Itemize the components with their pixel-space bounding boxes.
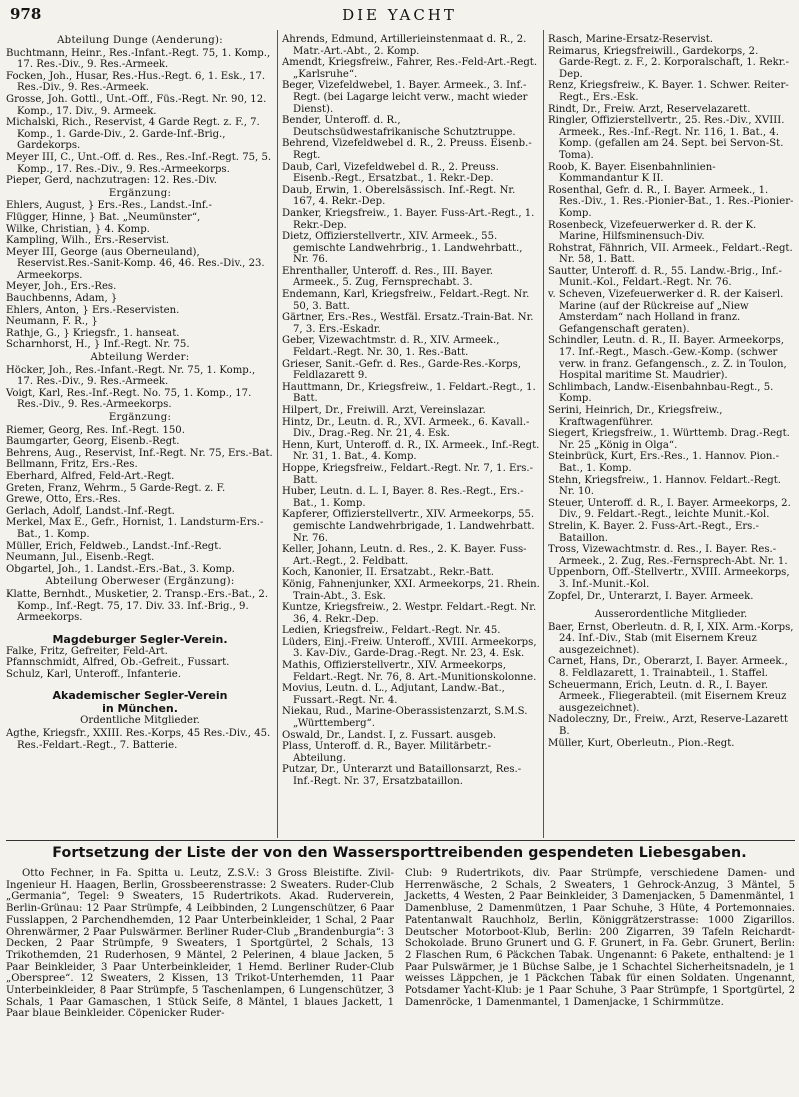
list-entry: Bender, Unteroff. d. R., Deutschsüdwestafrikanische Schutztruppe. [282,115,516,138]
entry-list [548,34,794,602]
list-entry: Ehlers, August, } Ers.-Res., Landst.-Inf.- [6,200,212,212]
list-entry: Buchtmann, Heinr., Res.-Infant.-Regt. 75, 1. Komp., 17. Res.-Div., 9. Res.-Armeek. [6,47,271,71]
list-entry: v. Scheven, Vizefeuerwerker d. R. der Kaiserl. Marine (auf der Rückreise auf „Niew Amsterdam“ nach Holland in franz. Gefangenschaft geraten). [548,289,784,335]
list-entry: Carnet, Hans, Dr., Oberarzt, I. Bayer. Armeek., 8. Feldlazarett, 1. Trainabteil., 1. Staffel. [548,656,788,680]
list-entry: Kampling, Wilh., Ers.-Reservist. [6,235,170,247]
list-entry: Koch, Kanonier, II. Ersatzabt., Rekr.-Batt. [282,567,494,579]
section-heading: Abteilung Dunge (Aenderung): [57,35,223,46]
list-entry: Reimarus, Kriegsfreiwill., Gardekorps, 2. Garde-Regt. z. F., 2. Korporalschaft, 1. Rekr.-Dep. [548,45,790,80]
section-heading: Abteilung Oberweser (Ergänzung): [45,576,235,588]
entry-list [6,728,274,751]
list-entry: Daub, Erwin, 1. Oberelsässisch. Inf.-Regt. Nr. 167, 4. Rekr.-Dep. [282,184,516,208]
article-text-left: Otto Fechner, in Fa. Spitta u. Leutz, Z.S.V.: 3 Gross Bleistifte. Zivil-Ingenieur H. Haagen, Berlin, Grossbeerenstrasse: 2 Sweaters. Ruder-Club „Germania“, Tegel: 9 Sweaters, 15 Rudertrikots. Akad. Ruderverein, Berlin-Grünau: 12 Paar Strümpfe, 4 Leibbinden, 2 Lungenschützer, 6 Paar Fusslappen, 2 Parchendhemden, 12 Paar Unterbeinkleider, 1 Schal, 2 Paar Ohrenwärmer, 2 Paar Pulswärmer. Berliner Ruder-Club „Brandenburgia“: 3 Decken, 2 Paar Strümpfe, 9 Sweaters, 1 Sportgürtel, 2 Schals, 13 Trikothemden, 21 Ruderhosen, 9 Mäntel, 2 Pelerinen, 4 blaue Jacken, 5 Paar Beinkleider, 3 Paar Unterbeinkleider, 1 Hemd. Berliner Ruder-Club „Oberspree“. 12 Sweaters, 2 Kissen, 13 Trikot-Unterhemden, 11 Paar Unterbeinkleider, 8 Paar Strümpfe, 5 Taschenlampen, 6 Lungenschützer, 3 Schals, 1 Paar Gamaschen, 1 Stück Seife, 8 Mäntel, 1 blaues Jackett, 1 Paar blaue Beinkleider. Cöpenicker Ruder- [6,868,394,1020]
list-entry: Rosenthal, Gefr. d. R., I. Bayer. Armeek., 1. Res.-Div., 1. Res.-Pionier-Bat., 1. Res.-Pionier-Komp. [548,184,794,219]
list-entry: Müller, Erich, Feldweb., Landst.-Inf.-Regt. [6,540,222,552]
list-entry: Scheuermann, Erich, Leutn. d. R., I. Bayer. Armeek., Fliegerabteil. (mit Eisernem Kreuz ausgezeichnet). [548,679,787,714]
list-entry: Pfannschmidt, Alfred, Ob.-Gefreit., Fussart. [6,657,230,669]
list-entry: Merkel, Max E., Gefr., Hornist, 1. Landsturm-Ers.-Bat., 1. Komp. [6,517,264,540]
list-entry: Behrens, Aug., Reservist, Inf.-Regt. Nr. 75, Ers.-Bat. [6,447,273,459]
entry-list [6,48,274,187]
list-entry: Schlimbach, Landw.-Eisenbahnbau-Regt., 5. Komp. [548,381,774,405]
list-entry: Strelin, K. Bayer. 2. Fuss-Art.-Regt., Ers.-Bataillon. [548,520,759,544]
list-entry: Eberhard, Alfred, Feld-Art.-Regt. [6,470,175,482]
list-entry: Ehrenthaller, Unteroff. d. Res., III. Bayer. Armeek., 5. Zug, Fernsprechabt. 3. [282,265,494,289]
list-entry: Müller, Kurt, Oberleutn., Pion.-Regt. [548,737,735,749]
entry-list [6,646,274,681]
club-heading: Magdeburger Segler-Verein. [52,632,228,646]
list-entry: Oswald, Dr., Landst. I, z. Fussart. ausgeb. [282,729,497,741]
list-entry: Riemer, Georg, Res. Inf.-Regt. 150. [6,424,185,436]
entry-list [6,425,274,576]
list-entry: Hauttmann, Dr., Kriegsfreiw., 1. Feldart.-Regt., 1. Batt. [282,381,536,405]
entry-list [6,200,274,351]
list-entry: Ahrends, Edmund, Artillerieinstenmaat d. R., 2. Matr.-Art.-Abt., 2. Komp. [282,34,527,57]
list-entry: Tross, Vizewachtmstr. d. Res., I. Bayer. Res.-Armeek., 2. Zug, Res.-Fernsprech-Abt. Nr. 1. [548,544,788,567]
section-subheading: Ausserordentliche Mitglieder. [594,609,748,621]
list-entry: Nadoleczny, Dr., Freiw., Arzt, Reserve-Lazarett B. [548,714,788,738]
entry-list [6,589,274,624]
list-entry: Mathis, Offizierstellvertr., XIV. Armeekorps, Feldart.-Regt. Nr. 76, 8. Art.-Munitionskolonne. [282,660,537,683]
list-entry: Daub, Carl, Vizefeldwebel d. R., 2. Preuss. Eisenb.-Regt., Ersatzbat., 1. Rekr.-Dep. [282,161,499,185]
list-entry: Serini, Heinrich, Dr., Kriegsfreiw., Kraftwagenführer. [548,405,723,428]
list-entry: Grieser, Sanit.-Gefr. d. Res., Garde-Res.-Korps, Feldlazarett 9. [282,358,522,382]
list-entry: Baumgarter, Georg, Eisenb.-Regt. [6,436,180,448]
section-subheading: Ergänzung: [108,412,172,423]
entry-list [282,34,540,788]
list-entry: Ehlers, Anton, } Ers.-Reservisten. [6,304,180,316]
list-entry: Wilke, Christian, } 4. Komp. [6,223,150,235]
list-entry: Kuntze, Kriegsfreiw., 2. Westpr. Feldart.-Regt. Nr. 36, 4. Rekr.-Dep. [282,602,537,625]
column-middle [282,34,540,788]
column-right [548,34,794,749]
club-heading: Akademischer Segler-Verein [52,689,228,703]
list-entry: Endemann, Karl, Kriegsfreiw., Feldart.-Regt. Nr. 50, 3. Batt. [282,289,530,312]
page-number: 978 [10,5,42,23]
divider-line [6,840,795,841]
list-entry: Henn, Kurt, Unteroff. d. R., IX. Armeek., Inf.-Regt. Nr. 31, 1. Bat., 4. Komp. [282,439,540,463]
list-entry: Niekau, Rud., Marine-Oberassistenzarzt, S.M.S. „Württemberg“. [282,706,528,730]
list-entry: Hilpert, Dr., Freiwill. Arzt, Vereinslazar. [282,405,486,416]
list-entry: Voigt, Karl, Res.-Inf.-Regt. No. 75, 1. Komp., 17. Res.-Div., 9. Res.-Armeekorps. [6,387,252,411]
list-entry: Scharnhorst, H., } Inf.-Regt. Nr. 75. [6,339,190,351]
list-entry: Dietz, Offizierstellvertr., XIV. Armeek., 55. gemischte Landwehrbrig., 1. Landwehrbatt., Nr. 76. [282,231,523,266]
list-entry: Neumann, F. R., } [6,316,98,328]
list-entry: Hintz, Dr., Leutn. d. R., XVI. Armeek., 6. Kavall.-Div., Drag.-Reg. Nr. 21, 4. Esk. [282,416,530,440]
list-entry: Stehn, Kriegsfreiw., 1. Hannov. Feldart.-Regt. Nr. 10. [548,474,781,498]
list-entry: Putzar, Dr., Unterarzt und Bataillonsarzt, Res.-Inf.-Regt. Nr. 37, Ersatzbataillon. [282,764,522,787]
list-entry: Lüders, Einj.-Freiw. Unteroff., XVIII. Armeekorps, 3. Kav-Div., Garde-Drag.-Regt. Nr. 23, 4. Esk. [282,636,537,660]
list-entry: Höcker, Joh., Res.-Infant.-Regt. Nr. 75, 1. Komp., 17. Res.-Div., 9. Res.-Armeek. [6,364,256,388]
list-entry: Agthe, Kriegsfr., XXIII. Res.-Korps, 45 Res.-Div., 45. Res.-Feldart.-Regt., 7. Batterie. [6,728,271,751]
list-entry: Steuer, Unteroff. d. R., I. Bayer. Armeekorps, 2. Div., 9. Feldart.-Regt., leichte Munit.-Kol. [548,497,791,521]
list-entry: Danker, Kriegsfreiw., 1. Bayer. Fuss-Art.-Regt., 1. Rekr.-Dep. [282,207,535,231]
list-entry: Grosse, Joh. Gottl., Unt.-Off., Füs.-Regt. Nr. 90, 12. Komp., 17. Div., 9. Armeek. [6,93,267,117]
list-entry: Greten, Franz, Wehrm., 5 Garde-Regt. z. F. [6,482,226,494]
club-heading: in München. [102,702,178,716]
list-entry: Klatte, Bernhdt., Musketier, 2. Transp.-Ers.-Bat., 2. Komp., Inf.-Regt. 75, 17. Div. 33. Inf.-Brig., 9. Armeekorps. [6,588,269,624]
list-entry: Rathje, G., } Kriegsfr., 1. hanseat. [6,327,180,339]
list-entry: Hoppe, Kriegsfreiw., Feldart.-Regt. Nr. 7, 1. Ers.-Batt. [282,462,534,486]
section-subheading: Ergänzung: [108,187,172,199]
list-entry: Schulz, Karl, Unteroff., Infanterie. [6,668,181,680]
list-entry: Ledien, Kriegsfreiw., Feldart.-Regt. Nr. 45. [282,625,501,637]
list-entry: Amendt, Kriegsfreiw., Fahrer, Res.-Feld-Art.-Regt. „Karlsruhe“. [282,57,538,80]
list-entry: Falke, Fritz, Gefreiter, Feld-Art. [6,645,168,657]
list-entry: Rosenbeck, Vizefeuerwerker d. R. der K. Marine, Hilfsminensuch-Div. [548,219,757,243]
list-entry: Beger, Vizefeldwebel, 1. Bayer. Armeek., 3. Inf.-Regt. (bei Lagarge leicht verw., macht wieder Dienst). [282,80,528,115]
list-entry: Rasch, Marine-Ersatz-Reservist. [548,34,713,45]
list-entry: Grewe, Otto, Ers.-Res. [6,494,121,506]
list-entry: Movius, Leutn. d. L., Adjutant, Landw.-Bat., Fussart.-Regt. Nr. 4. [282,683,505,706]
list-entry: Neumann, Jul., Eisenb.-Regt. [6,552,155,564]
entry-list [6,365,274,411]
list-entry: König, Fahnenjunker, XXI. Armeekorps, 21. Rhein. Train-Abt., 3. Esk. [282,578,540,602]
list-entry: Uppenborn, Off.-Stellvertr., XVIII. Armeekorps, 3. Inf.-Munit.-Kol. [548,567,790,590]
list-entry: Zopfel, Dr., Unterarzt, I. Bayer. Armeek. [548,590,754,602]
list-entry: Kapferer, Offizierstellvertr., XIV. Armeekorps, 55. gemischte Landwehrbrigade, 1. Landwehrbatt. Nr. 76. [282,509,535,544]
article-text-right: Club: 9 Rudertrikots, div. Paar Strümpfe, verschiedene Damen- und Herrenwäsche, 2 Schals, 2 Sweaters, 1 Gehrock-Anzug, 3 Mäntel, 5 Jacketts, 4 Westen, 2 Paar Beinkleider, 3 Damenjacken, 5 Damenmäntel, 1 Damenbluse, 2 Damenmützen, 1 Paar Schuhe, 3 Hüte, 4 Portemonnaies. Patentanwalt Rauchholz, Berlin, Königgrätzerstrasse: 1000 Zigarillos. Deutscher Motorboot-Klub, Berlin: 200 Zigarren, 39 Tafeln Reichardt-Schokolade. Bruno Grunert und G. F. Grunert, in Fa. Gebr. Grunert, Berlin: 2 Flaschen Rum, 6 Päckchen Tabak. Ungenannt: 6 Pakete, enthaltend: je 1 Paar Pulswärmer, je 1 Büchse Salbe, je 1 Schachtel Sicherheitsnadeln, je 1 weisses Läppchen, je 1 Päckchen Tabak für einen Soldaten. Ungenannt, Potsdamer Yacht-Klub: je 1 Paar Schuhe, 3 Paar Strümpfe, 1 Sportgürtel, 2 Damenröcke, 1 Damenmantel, 1 Damenjacke, 1 Schirmmütze. [405,868,795,1008]
list-entry: Bellmann, Fritz, Ers.-Res. [6,459,138,471]
list-entry: Geber, Vizewachtmstr. d. R., XIV. Armeek., Feldart.-Regt. Nr. 30, 1. Res.-Batt. [282,335,500,359]
list-entry: Huber, Leutn. d. L. I, Bayer. 8. Res.-Regt., Ers.-Bat., 1. Komp. [282,486,524,509]
list-entry: Gerlach, Adolf, Landst.-Inf.-Regt. [6,505,175,517]
entry-list [548,622,794,750]
list-entry: Behrend, Vizefeldwebel d. R., 2. Preuss. Eisenb.-Regt. [282,138,532,161]
running-title: DIE YACHT [342,6,457,24]
list-entry: Gärtner, Ers.-Res., Westfäl. Ersatz.-Train-Bat. Nr. 7, 3. Ers.-Eskadr. [282,312,534,335]
list-entry: Sautter, Unteroff. d. R., 55. Landw.-Brig., Inf.-Munit.-Kol., Feldart.-Regt. Nr. 76. [548,265,782,289]
list-entry: Renz, Kriegsfreiw., K. Bayer. 1. Schwer. Reiter-Regt., Ers.-Esk. [548,80,789,103]
list-entry: Plass, Unteroff. d. R., Bayer. Militärbetr.-Abteilung. [282,741,492,764]
column-divider [277,30,278,838]
list-entry: Ringler, Offizierstellvertr., 25. Res.-Div., XVIII. Armeek., Res.-Inf.-Regt. Nr. 116, 1. Bat., 4. Komp. (gefallen am 24. Sept. bei Servon-St. Toma). [548,115,785,161]
list-entry: Meyer III, George (aus Oberneuland), Reservist.Res.-Sanit-Komp. 46, 46. Res.-Div., 23. Armeekorps. [6,246,265,281]
list-entry: Roob, K. Bayer. Eisenbahnlinien-Kommandantur K II. [548,161,716,185]
list-entry: Baer, Ernst, Oberleutn. d. R, I, XIX. Arm.-Korps, 24. Inf.-Div., Stab (mit Eisernem Kreuz ausgezeichnet). [548,621,794,656]
list-entry: Flügger, Hinne, } Bat. „Neumünster“, [6,211,201,223]
list-entry: Steinbrück, Kurt, Ers.-Res., 1. Hannov. Pion.-Bat., 1. Komp. [548,451,780,474]
column-left [6,34,274,751]
list-entry: Bauchbenns, Adam, } [6,293,118,305]
column-divider [543,30,544,838]
list-entry: Schindler, Leutn. d. R., II. Bayer. Armeekorps, 17. Inf.-Regt., Masch.-Gew.-Komp. (schwer verw. in franz. Gefangensch., z. Z. in Toulon, Hospital maritime St. Maudrier). [548,335,787,382]
list-entry: Michalski, Rich., Reservist, 4 Garde Regt. z. F., 7. Komp., 1. Garde-Div., 2. Garde-Inf.-Brig., Gardekorps. [6,117,260,152]
list-entry: Meyer, Joh., Ers.-Res. [6,281,117,293]
list-entry: Obgartel, Joh., 1. Landst.-Ers.-Bat., 3. Komp. [6,563,235,575]
section-subheading: Ordentliche Mitglieder. [80,715,200,727]
list-entry: Keller, Johann, Leutn. d. Res., 2. K. Bayer. Fuss-Art.-Regt., 2. Feldbatt. [282,544,527,567]
list-entry: Focken, Joh., Husar, Res.-Hus.-Regt. 6, 1. Esk., 17. Res.-Div., 9. Res.-Armeek. [6,70,266,94]
list-entry: Siegert, Kriegsfreiw., 1. Württemb. Drag.-Regt. Nr. 25 „König in Olga“. [548,428,790,451]
list-entry: Rindt, Dr., Freiw. Arzt, Reservelazarett. [548,103,751,115]
section-heading: Abteilung Werder: [90,352,190,364]
article-headline: Fortsetzung der Liste der von den Wassersporttreibenden gespendeten Liebesgaben. [52,845,747,861]
list-entry: Rohstrat, Fähnrich, VII. Armeek., Feldart.-Regt. Nr. 58, 1. Batt. [548,242,793,266]
list-entry: Meyer III, C., Unt.-Off. d. Res., Res.-Inf.-Regt. 75, 5. Komp., 17. Res.-Div., 9. Res.-Armeekorps. [6,151,272,175]
list-entry: Pieper, Gerd, nachzutragen: 12. Res.-Div. [6,175,217,187]
